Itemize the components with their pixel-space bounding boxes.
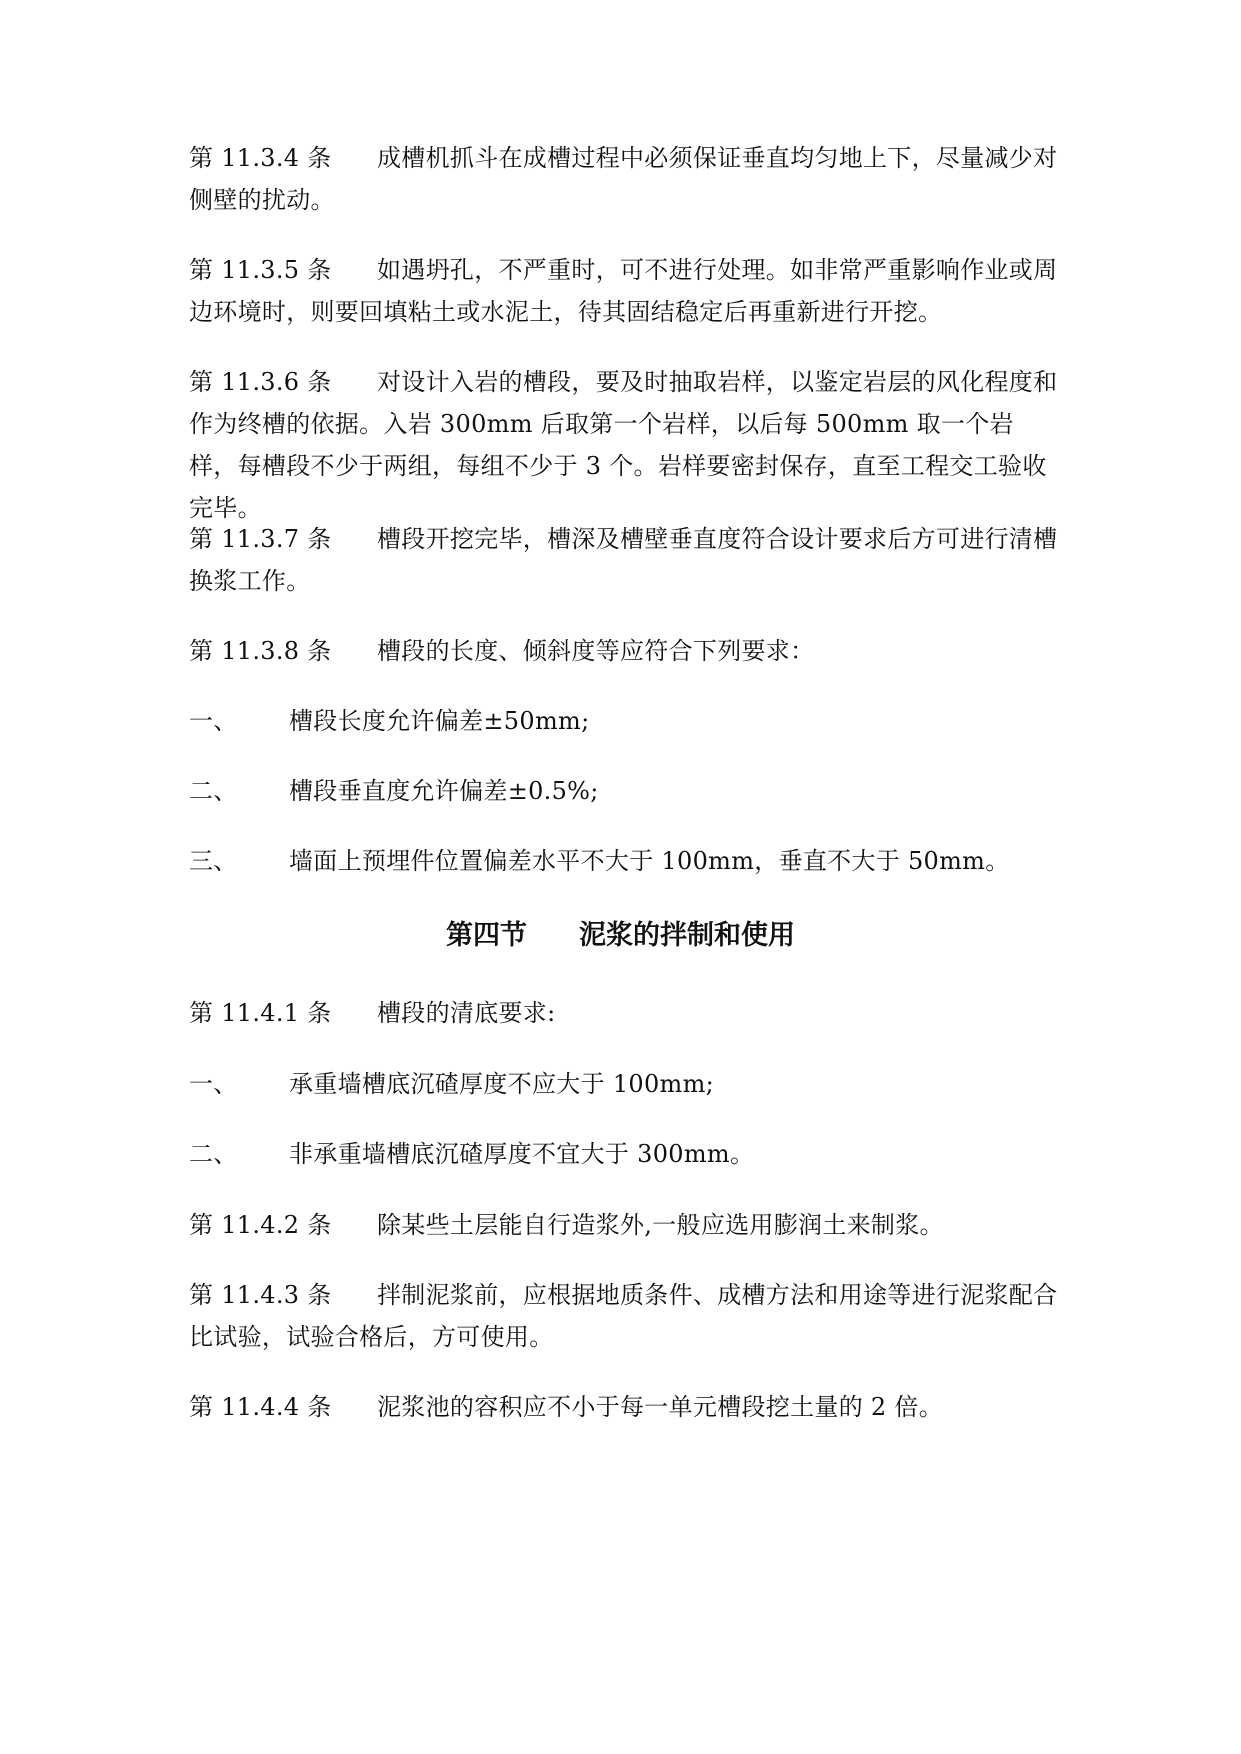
clause-number: 第 11.4.2 条 xyxy=(189,1211,332,1239)
list-text: 非承重墙槽底沉碴厚度不宜大于 300mm。 xyxy=(289,1140,755,1168)
clause-text: 除某些土层能自行造浆外,一般应选用膨润土来制浆。 xyxy=(377,1211,944,1239)
clause-number: 第 11.4.4 条 xyxy=(189,1393,332,1421)
clause-text: 如遇坍孔，不严重时，可不进行处理。如非常严重影响作业或周边环境时，则要回填粘土或水泥土，待其固结稳定后再重新进行开挖。 xyxy=(189,256,1058,326)
clause-text: 槽段开挖完毕，槽深及槽壁垂直度符合设计要求后方可进行清槽换浆工作。 xyxy=(189,525,1058,595)
list-item xyxy=(189,770,1059,812)
list-item xyxy=(189,1063,1059,1105)
clause-11-3-6 xyxy=(189,361,1059,529)
list-text: 承重墙槽底沉碴厚度不应大于 100mm; xyxy=(289,1070,715,1098)
clause-11-4-3 xyxy=(189,1274,1059,1358)
list-marker: 三、 xyxy=(189,847,238,875)
clause-11-3-7 xyxy=(189,518,1059,602)
clause-11-4-4 xyxy=(189,1386,1059,1428)
clause-number: 第 11.3.7 条 xyxy=(189,525,332,553)
clause-11-4-2 xyxy=(189,1204,1059,1246)
list-text: 槽段垂直度允许偏差±0.5%; xyxy=(289,777,599,805)
list-marker: 一、 xyxy=(189,1070,238,1098)
clause-number: 第 11.4.3 条 xyxy=(189,1281,332,1309)
list-marker: 二、 xyxy=(189,1140,238,1168)
clause-text: 槽段的长度、倾斜度等应符合下列要求： xyxy=(377,637,815,665)
clause-11-3-8 xyxy=(189,630,1059,672)
clause-11-3-4 xyxy=(189,137,1059,221)
section-heading xyxy=(0,915,1241,957)
section-title: 泥浆的拌制和使用 xyxy=(579,920,795,951)
list-item xyxy=(189,840,1059,882)
clause-number: 第 11.3.8 条 xyxy=(189,637,332,665)
clause-number: 第 11.4.1 条 xyxy=(189,999,332,1027)
list-text: 槽段长度允许偏差±50mm; xyxy=(289,707,590,735)
clause-number: 第 11.3.6 条 xyxy=(189,368,332,396)
clause-number: 第 11.3.4 条 xyxy=(189,144,332,172)
list-marker: 一、 xyxy=(189,707,238,735)
clause-text: 对设计入岩的槽段，要及时抽取岩样，以鉴定岩层的风化程度和作为终槽的依据。入岩 300mm 后取第一个岩样，以后每 500mm 取一个岩样，每槽段不少于两组，每组不少于 3 个。岩样要密封保存，直至工程交工验收完毕。 xyxy=(189,368,1058,522)
clause-11-4-1 xyxy=(189,992,1059,1034)
list-marker: 二、 xyxy=(189,777,238,805)
clause-text: 泥浆池的容积应不小于每一单元槽段挖土量的 2 倍。 xyxy=(377,1393,944,1421)
list-text: 墙面上预埋件位置偏差水平不大于 100mm，垂直不大于 50mm。 xyxy=(289,847,1010,875)
list-item xyxy=(189,1133,1059,1175)
clause-11-3-5 xyxy=(189,249,1059,333)
clause-text: 成槽机抓斗在成槽过程中必须保证垂直均匀地上下，尽量减少对侧壁的扰动。 xyxy=(189,144,1058,214)
clause-text: 拌制泥浆前，应根据地质条件、成槽方法和用途等进行泥浆配合比试验，试验合格后，方可使用。 xyxy=(189,1281,1058,1351)
section-label: 第四节 xyxy=(446,920,527,951)
clause-text: 槽段的清底要求: xyxy=(377,999,556,1027)
list-item xyxy=(189,700,1059,742)
clause-number: 第 11.3.5 条 xyxy=(189,256,332,284)
